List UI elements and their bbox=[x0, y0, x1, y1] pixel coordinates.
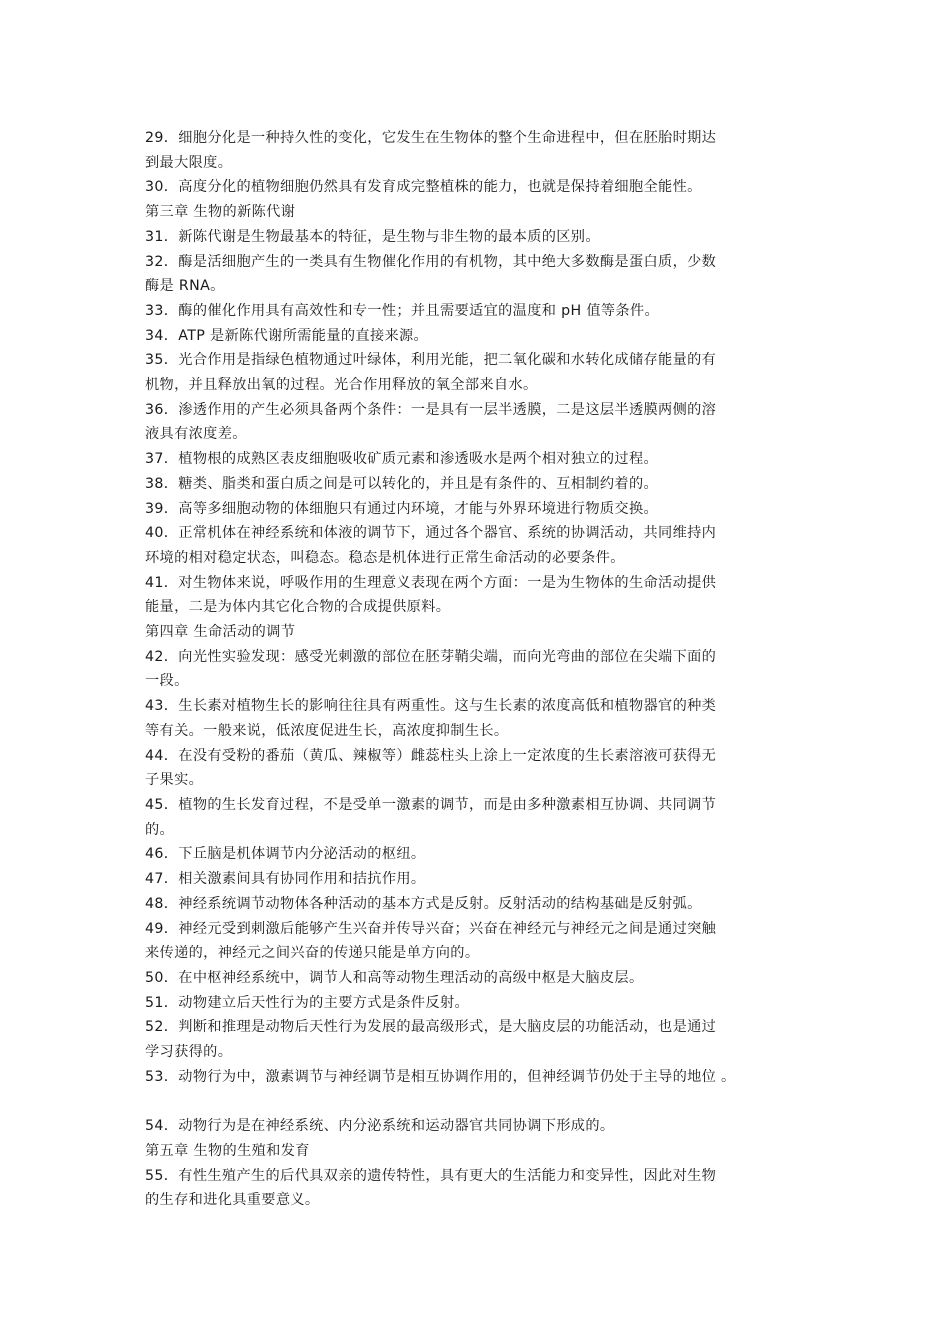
chapter-heading: 第三章 生物的新陈代谢 bbox=[145, 204, 296, 221]
text-line: 54．动物行为是在神经系统、内分泌系统和运动器官共同协调下形成的。 bbox=[145, 1118, 615, 1135]
text-line: 42．向光性实验发现：感受光刺激的部位在胚芽鞘尖端，而向光弯曲的部位在尖端下面的 bbox=[145, 648, 717, 665]
text-line: 47．相关激素间具有协同作用和拮抗作用。 bbox=[145, 871, 426, 888]
text-line: 45．植物的生长发育过程，不是受单一激素的调节，而是由多种激素相互协调、共同调节 bbox=[145, 796, 717, 813]
text-line: 36．渗透作用的产生必须具备两个条件：一是具有一层半透膜，二是这层半透膜两侧的溶 bbox=[145, 401, 717, 418]
text-line: 34．ATP 是新陈代谢所需能量的直接来源。 bbox=[145, 327, 429, 344]
text-line: 学习获得的。 bbox=[145, 1044, 233, 1061]
text-line: 等有关。一般来说，低浓度促进生长，高浓度抑制生长。 bbox=[145, 722, 509, 739]
text-line: 44．在没有受粉的番茄（黄瓜、辣椒等）雌蕊柱头上涂上一定浓度的生长素溶液可获得无 bbox=[145, 747, 717, 764]
text-line: 37．植物根的成熟区表皮细胞吸收矿质元素和渗透吸水是两个相对独立的过程。 bbox=[145, 451, 659, 468]
text-line: 机物，并且释放出氧的过程。光合作用释放的氧全部来自水。 bbox=[145, 377, 538, 394]
text-line: 39．高等多细胞动物的体细胞只有通过内环境，才能与外界环境进行物质交换。 bbox=[145, 500, 659, 517]
blank-line bbox=[145, 1089, 817, 1114]
text-line: 的。 bbox=[145, 821, 175, 838]
text-line: 49．神经元受到刺激后能够产生兴奋并传导兴奋；兴奋在神经元与神经元之间是通过突触 bbox=[145, 920, 717, 937]
text-line: 55．有性生殖产生的后代具双亲的遗传特性，具有更大的生活能力和变异性，因此对生物 bbox=[145, 1167, 717, 1184]
text-line: 子果实。 bbox=[145, 772, 204, 789]
text-line: 43．生长素对植物生长的影响往往具有两重性。这与生长素的浓度高低和植物器官的种类 bbox=[145, 698, 717, 715]
chapter-heading: 第五章 生物的生殖和发育 bbox=[145, 1142, 310, 1159]
document-page bbox=[145, 126, 817, 1213]
text-line: 41．对生物体来说，呼吸作用的生理意义表现在两个方面：一是为生物体的生命活动提供 bbox=[145, 574, 717, 591]
text-line: 环境的相对稳定状态，叫稳态。稳态是机体进行正常生命活动的必要条件。 bbox=[145, 549, 625, 566]
text-line: 31．新陈代谢是生物最基本的特征，是生物与非生物的最本质的区别。 bbox=[145, 228, 600, 245]
text-line: 的生存和进化具重要意义。 bbox=[145, 1192, 320, 1209]
text-line: 33．酶的催化作用具有高效性和专一性；并且需要适宜的温度和 pH 值等条件。 bbox=[145, 302, 660, 319]
text-line: 46．下丘脑是机体调节内分泌活动的枢纽。 bbox=[145, 846, 426, 863]
text-line: 50．在中枢神经系统中，调节人和高等动物生理活动的高级中枢是大脑皮层。 bbox=[145, 969, 644, 986]
text-line: 53．动物行为中，激素调节与神经调节是相互协调作用的，但神经调节仍处于主导的地位 。 bbox=[145, 1068, 736, 1085]
text-line: 51．动物建立后天性行为的主要方式是条件反射。 bbox=[145, 994, 470, 1011]
text-line: 一段。 bbox=[145, 673, 189, 690]
text-line: 29．细胞分化是一种持久性的变化，它发生在生物体的整个生命进程中，但在胚胎时期达 bbox=[145, 130, 717, 146]
text-line: 30．高度分化的植物细胞仍然具有发育成完整植株的能力，也就是保持着细胞全能性。 bbox=[145, 179, 702, 196]
text-line: 能量，二是为体内其它化合物的合成提供原料。 bbox=[145, 599, 451, 616]
text-line: 液具有浓度差。 bbox=[145, 426, 247, 443]
chapter-heading: 第四章 生命活动的调节 bbox=[145, 624, 296, 641]
text-line: 35．光合作用是指绿色植物通过叶绿体，利用光能，把二氧化碳和水转化成储存能量的有 bbox=[145, 352, 717, 369]
text-line: 40．正常机体在神经系统和体液的调节下，通过各个器官、系统的协调活动，共同维持内 bbox=[145, 525, 717, 542]
text-line: 32．酶是活细胞产生的一类具有生物催化作用的有机物，其中绝大多数酶是蛋白质，少数 bbox=[145, 253, 717, 270]
text-line: 酶是 RNA。 bbox=[145, 278, 225, 295]
text-line: 52．判断和推理是动物后天性行为发展的最高级形式，是大脑皮层的功能活动，也是通过 bbox=[145, 1019, 717, 1036]
text-line: 来传递的，神经元之间兴奋的传递只能是单方向的。 bbox=[145, 945, 480, 962]
text-line: 48．神经系统调节动物体各种活动的基本方式是反射。反射活动的结构基础是反射弧。 bbox=[145, 895, 702, 912]
text-line: 38．糖类、脂类和蛋白质之间是可以转化的，并且是有条件的、互相制约着的。 bbox=[145, 475, 659, 492]
text-line: 到最大限度。 bbox=[145, 154, 233, 171]
